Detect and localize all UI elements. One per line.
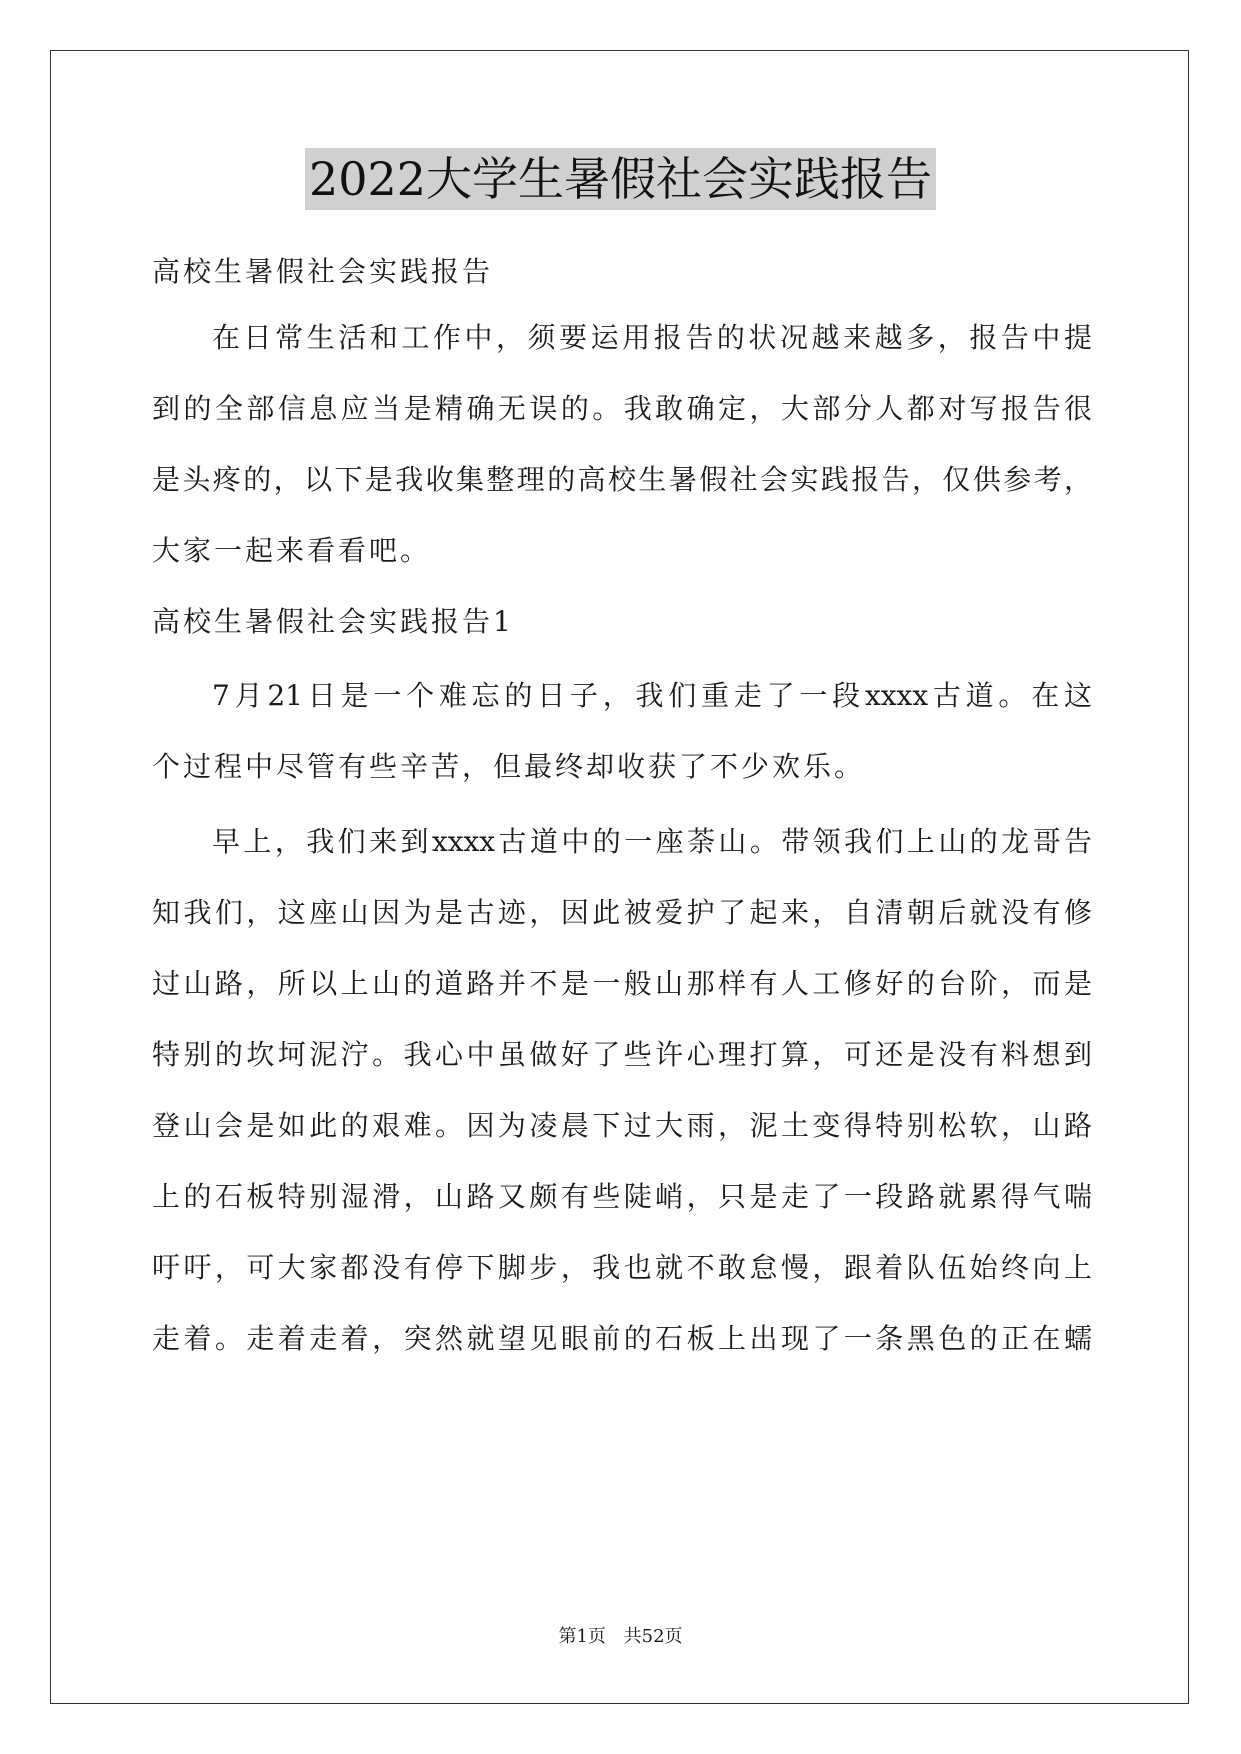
paragraph-line: 在日常生活和工作中，须要运用报告的状况越来越多，报告中提: [212, 321, 1092, 354]
paragraph-line: 吁吁，可大家都没有停下脚步，我也就不敢怠慢，跟着队伍始终向上: [152, 1251, 1092, 1284]
paragraph-line: 走着。走着走着，突然就望见眼前的石板上出现了一条黑色的正在蠕: [152, 1322, 1092, 1355]
paragraph-line: 个过程中尽管有些辛苦，但最终却收获了不少欢乐。: [152, 750, 866, 783]
paragraph-line: 上的石板特别湿滑，山路又颇有些陡峭，只是走了一段路就累得气喘: [152, 1180, 1092, 1213]
page-number: 第1页: [558, 1626, 606, 1647]
paragraph-line: 知我们，这座山因为是古迹，因此被爱护了起来，自清朝后就没有修: [152, 896, 1092, 929]
paragraph-line: 大家一起来看看吧。: [152, 534, 432, 567]
paragraph-line: 7月21日是一个难忘的日子，我们重走了一段xxxx古道。在这: [212, 679, 1092, 712]
section-heading: 高校生暑假社会实践报告1: [152, 605, 514, 638]
paragraph-line: 过山路，所以上山的道路并不是一般山那样有人工修好的台阶，而是: [152, 967, 1092, 1000]
paragraph-line: 是头疼的，以下是我收集整理的高校生暑假社会实践报告，仅供参考，: [152, 463, 1092, 496]
paragraph-line: 登山会是如此的艰难。因为凌晨下过大雨，泥土变得特别松软，山路: [152, 1109, 1092, 1142]
page-total: 共52页: [623, 1626, 683, 1647]
document-title: [0, 148, 1241, 210]
paragraph-line: 特别的坎坷泥泞。我心中虽做好了些许心理打算，可还是没有料想到: [152, 1038, 1092, 1071]
page-footer: [0, 1622, 1241, 1648]
page-border: [50, 50, 1189, 1704]
subtitle: 高校生暑假社会实践报告: [152, 255, 494, 288]
paragraph-line: 到的全部信息应当是精确无误的。我敢确定，大部分人都对写报告很: [152, 392, 1092, 425]
document-title-text: 2022大学生暑假社会实践报告: [305, 148, 936, 210]
paragraph-line: 早上，我们来到xxxx古道中的一座荼山。带领我们上山的龙哥告: [212, 825, 1092, 858]
